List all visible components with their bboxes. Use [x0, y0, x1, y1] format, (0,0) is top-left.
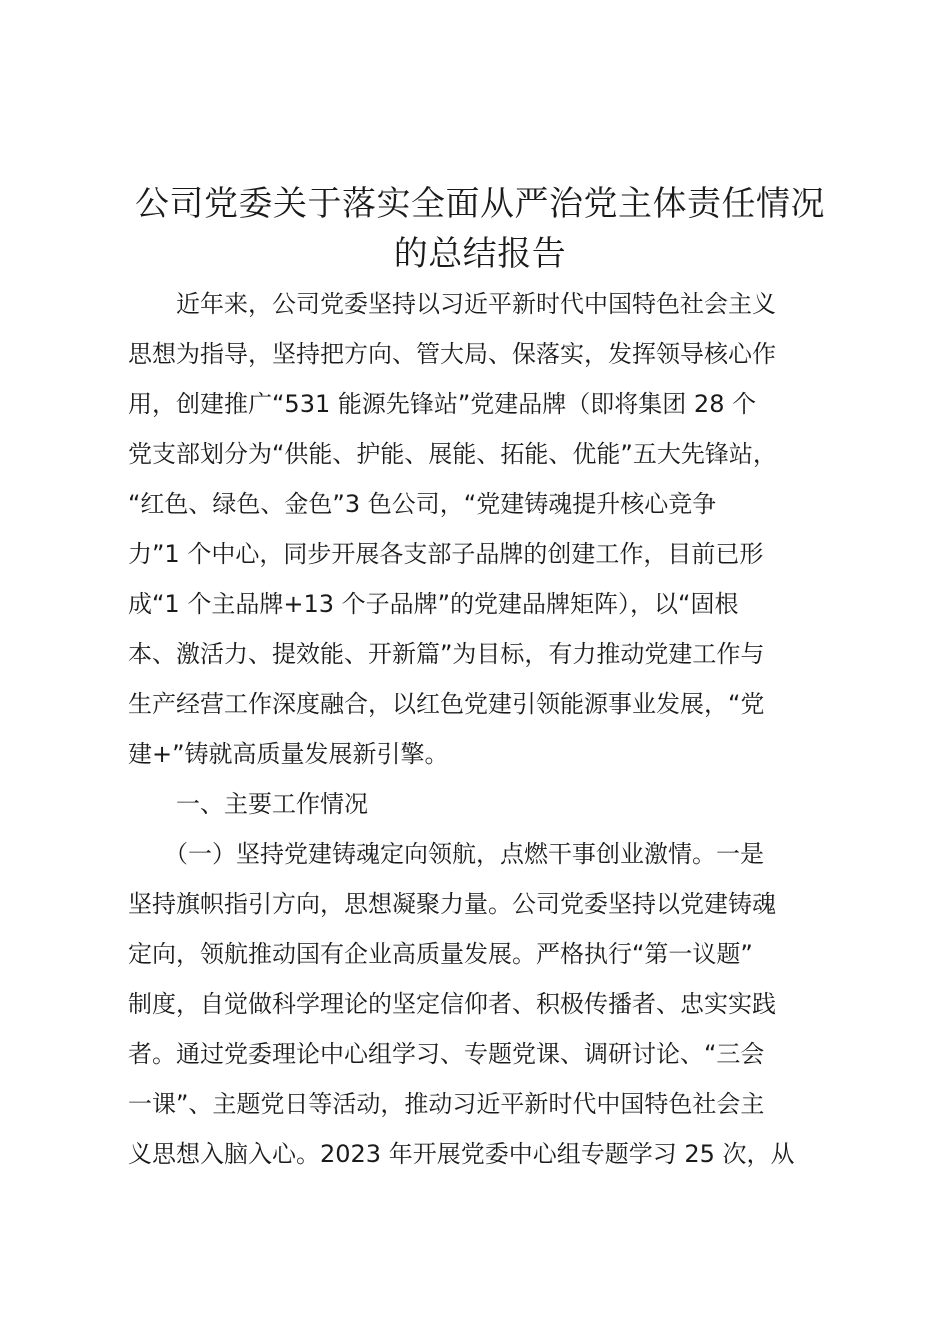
- body-line: 近年来，公司党委坚持以习近平新时代中国特色社会主义: [128, 290, 776, 318]
- body-line: 本、激活力、提效能、开新篇”为目标，有力推动党建工作与: [128, 640, 765, 668]
- body-line: 义思想入脑入心。2023 年开展党委中心组专题学习 25 次，从: [128, 1140, 795, 1168]
- body-line: 思想为指导，坚持把方向、管大局、保落实，发挥领导核心作: [128, 340, 776, 368]
- body-line: 用，创建推广“531 能源先锋站”党建品牌（即将集团 28 个: [128, 390, 757, 418]
- body-line: 者。通过党委理论中心组学习、专题党课、调研讨论、“三会: [128, 1040, 765, 1068]
- body-line: 党支部划分为“供能、护能、展能、拓能、优能”五大先锋站，: [128, 440, 777, 468]
- body-line: 一课”、主题党日等活动，推动习近平新时代中国特色社会主: [128, 1090, 765, 1118]
- body-line: 建+”铸就高质量发展新引擎。: [128, 740, 449, 768]
- body-line: 定向，领航推动国有企业高质量发展。严格执行“第一议题”: [128, 940, 753, 968]
- body-line: 制度，自觉做科学理论的坚定信仰者、积极传播者、忠实实践: [128, 990, 776, 1018]
- document-title-line-2: 的总结报告: [393, 234, 567, 274]
- body-line: “红色、绿色、金色”3 色公司，“党建铸魂提升核心竞争: [128, 490, 717, 518]
- body-line: 生产经营工作深度融合，以红色党建引领能源事业发展，“党: [128, 690, 765, 718]
- body-line: （一）坚持党建铸魂定向领航，点燃干事创业激情。一是: [128, 840, 764, 868]
- section-heading: 一、主要工作情况: [128, 790, 368, 818]
- body-line: 力”1 个中心，同步开展各支部子品牌的创建工作，目前已形: [128, 540, 764, 568]
- body-line: 成“1 个主品牌+13 个子品牌”的党建品牌矩阵），以“固根: [128, 590, 739, 618]
- document-title-line-1: 公司党委关于落实全面从严治党主体责任情况: [135, 184, 825, 224]
- body-line: 坚持旗帜指引方向，思想凝聚力量。公司党委坚持以党建铸魂: [128, 890, 776, 918]
